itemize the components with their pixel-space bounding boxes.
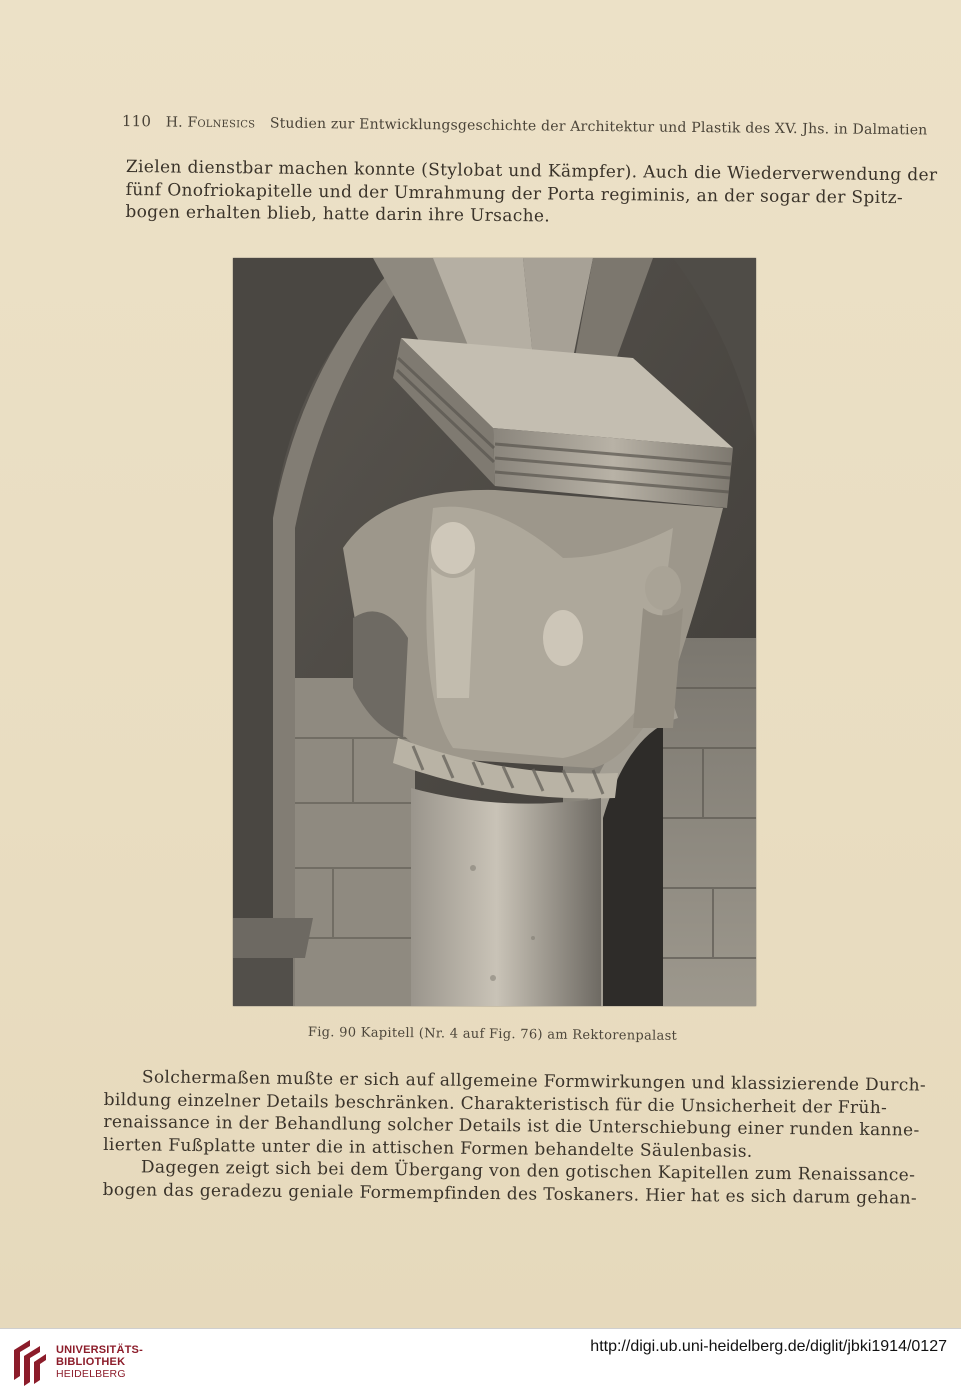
figure-caption: Fig. 90 Kapitell (Nr. 4 auf Fig. 76) am Rektorenpalast	[307, 1025, 678, 1044]
text-line: bildung einzelner Details beschränken. Charakteristisch für die Unsicherheit der Früh-	[103, 1089, 888, 1118]
text-line: bogen das geradezu geniale Formempfinden des Toskaners. Hier hat es sich darum gehan-	[102, 1179, 918, 1209]
paragraph-top	[125, 156, 938, 231]
logo-line: BIBLIOTHEK	[56, 1356, 126, 1368]
text-line: fünf Onofriokapitelle und der Umrahmung der Porta regiminis, an der sogar der Spitz-	[125, 179, 904, 208]
header-author: H. Folnesics	[165, 114, 256, 132]
text-line: lierten Fußplatte unter die in attischen Formen behandelte Säulenbasis.	[103, 1134, 753, 1162]
running-header	[121, 112, 928, 139]
text-line: Zielen dienstbar machen konnte (Stylobat und Kämpfer). Auch die Wiederverwendung der	[125, 156, 938, 186]
permalink-url[interactable]: http://digi.ub.uni-heidelberg.de/diglit/jbki1914/0127	[590, 1338, 947, 1355]
page-number: 110	[121, 112, 152, 131]
logo-line: UNIVERSITÄTS-	[56, 1344, 143, 1356]
library-logo-icon	[10, 1336, 50, 1388]
paragraph-bottom	[102, 1066, 927, 1209]
logo-line: HEIDELBERG	[56, 1368, 126, 1380]
text-line-content: Solchermaßen mußte er sich auf allgemeine Formwirkungen und klassizierende Durch-	[141, 1067, 927, 1096]
header-title: Studien zur Entwicklungsgeschichte der Architektur und Plastik des XV. Jhs. in Dalmatien	[269, 115, 928, 139]
text-line: renaissance in der Behandlung solcher Details ist die Unterschiebung einer runden kanne-	[103, 1111, 920, 1141]
capital-photograph	[233, 258, 756, 1006]
text-line-content: Dagegen zeigt sich bei dem Übergang von den gotischen Kapitellen zum Renaissance-	[140, 1157, 916, 1186]
text-line: bogen erhalten blieb, hatte darin ihre Ursache.	[125, 201, 551, 227]
library-logo-text	[56, 1344, 143, 1380]
